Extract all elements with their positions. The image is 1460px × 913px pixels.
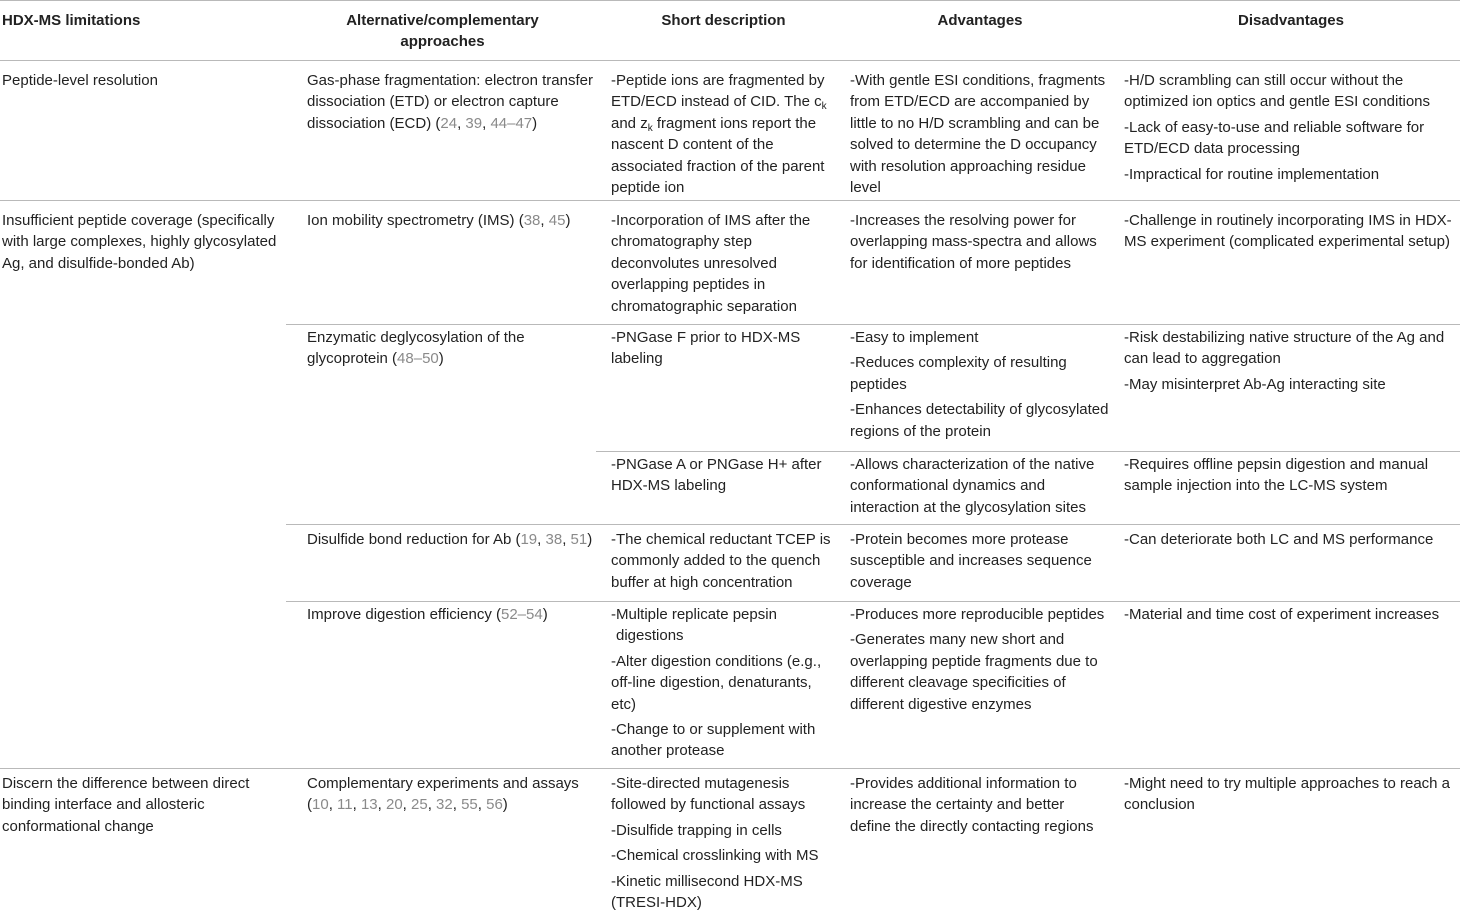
row6-approach-text: Improve digestion efficiency ( xyxy=(307,606,501,623)
row6-desc-line: digestions xyxy=(616,627,684,645)
row6-desc-line: etc) xyxy=(611,695,637,713)
row6-advantages xyxy=(850,604,1104,715)
row3-adv-line: -Easy to implement xyxy=(850,329,979,346)
row1-dis-line: -H/D scrambling can still occur without the xyxy=(1124,72,1404,89)
citation-link[interactable]: 10 xyxy=(312,796,329,814)
row6-desc-line: another protease xyxy=(611,742,725,760)
row4-adv-line: -Allows characterization of the native xyxy=(850,456,1095,473)
row7-dis-line: -Might need to try multiple approaches to reach a xyxy=(1124,775,1451,792)
row7-desc-line: followed by functional assays xyxy=(611,796,806,814)
row1-approach-line3: dissociation (ECD) (24, 39, 44–47) xyxy=(307,114,538,132)
row7-desc-line: -Site-directed mutagenesis xyxy=(611,775,790,792)
citation-link[interactable]: 38 xyxy=(523,212,541,229)
citation-link[interactable]: 39 xyxy=(465,114,483,132)
row6-adv-line: -Generates many new short and xyxy=(850,631,1065,649)
row1-approach-line1: Gas-phase fragmentation: electron transfer xyxy=(307,72,593,89)
row6-desc-line: off-line digestion, denaturants, xyxy=(611,674,812,692)
row3-approach-text: glycoprotein ( xyxy=(307,350,398,368)
row1-advantages xyxy=(850,70,1105,198)
citation-link[interactable]: 44–47 xyxy=(490,114,533,132)
row2-disadvantages xyxy=(1124,210,1452,253)
row1-desc-line: nascent D content of the xyxy=(611,136,774,154)
row5-adv-line: -Protein becomes more protease xyxy=(850,531,1069,548)
row1-desc-line: associated fraction of the parent xyxy=(611,157,825,175)
row2-approach-text: Ion mobility spectrometry (IMS) ( xyxy=(307,212,524,229)
row7-limitation-line: binding interface and allosteric xyxy=(2,796,205,814)
row5-desc-line: -The chemical reductant TCEP is xyxy=(611,531,831,548)
row2-desc-line: overlapping peptides in xyxy=(611,276,766,294)
row7-approach-refs: (10, 11, 13, 20, 25, 32, 55, 56) xyxy=(307,796,508,814)
row4-adv-line: interaction at the glycosylation sites xyxy=(850,498,1086,516)
row2-approach: Ion mobility spectrometry (IMS) (38, 45) xyxy=(307,212,571,229)
row6-dis-line: -Material and time cost of experiment increases xyxy=(1124,606,1440,623)
row5-approach: Disulfide bond reduction for Ab (19, 38, 51) xyxy=(307,531,593,548)
row5-desc-line: commonly added to the quench xyxy=(611,552,821,570)
citation-link[interactable]: 48–50 xyxy=(397,350,439,368)
row7-dis-line: conclusion xyxy=(1124,796,1195,814)
row1-desc-text: and z xyxy=(611,114,648,132)
row2-limitation-line: Ag, and disulfide-bonded Ab) xyxy=(2,254,195,272)
row1-disadvantages xyxy=(1124,70,1430,185)
row4-advantages xyxy=(850,454,1094,518)
row1-desc-line xyxy=(611,113,827,134)
row5-description xyxy=(611,529,831,593)
row5-advantages xyxy=(850,529,1092,593)
row6-disadvantages xyxy=(1124,604,1439,625)
row7-adv-line: increase the certainty and better xyxy=(850,796,1065,814)
row2-limitation-line: with large complexes, highly glycosylated xyxy=(2,233,277,251)
row3-desc-line: -PNGase F prior to HDX-MS xyxy=(611,329,801,346)
row5-disadvantages xyxy=(1124,529,1433,550)
row7-approach-line: Complementary experiments and assays xyxy=(307,775,579,792)
row1-adv-line: -With gentle ESI conditions, fragments xyxy=(850,72,1106,89)
sub-row-divider xyxy=(596,451,1460,452)
row4-adv-line: conformational dynamics and xyxy=(850,477,1046,495)
header-approaches-line2: approaches xyxy=(400,33,485,51)
row6-approach: Improve digestion efficiency (52–54) xyxy=(307,606,548,623)
row3-dis-line: can lead to aggregation xyxy=(1124,350,1281,368)
sub-row-divider xyxy=(286,524,1460,525)
citation-link[interactable]: 51 xyxy=(570,531,588,548)
row2-desc-line: -Incorporation of IMS after the xyxy=(611,212,811,229)
row2-limitation xyxy=(2,210,276,274)
row2-advantages xyxy=(850,210,1097,274)
row6-adv-line: different cleavage specificities of xyxy=(850,674,1066,692)
row7-advantages xyxy=(850,773,1093,837)
row5-dis-line: -Can deteriorate both LC and MS performance xyxy=(1124,531,1434,548)
citation-link[interactable]: 56 xyxy=(486,796,503,814)
citation-link[interactable]: 20 xyxy=(385,796,403,814)
row4-disadvantages xyxy=(1124,454,1428,497)
row1-adv-line: from ETD/ECD are accompanied by xyxy=(850,93,1090,111)
citation-link[interactable]: 25 xyxy=(411,796,428,814)
header-disadvantages: Disadvantages xyxy=(1238,12,1344,29)
row2-limitation-line: Insufficient peptide coverage (specifically xyxy=(2,212,275,229)
row6-desc-line: -Alter digestion conditions (e.g., xyxy=(611,652,822,670)
row5-adv-line: susceptible and increases sequence xyxy=(850,552,1092,570)
header-approaches-line1: Alternative/complementary xyxy=(346,12,539,29)
row3-approach xyxy=(307,327,525,370)
row7-limitation xyxy=(2,773,249,837)
row1-dis-line: -Impractical for routine implementation xyxy=(1124,165,1380,183)
row-divider xyxy=(0,200,1460,201)
row6-adv-line: -Produces more reproducible peptides xyxy=(850,606,1105,623)
header-short-description: Short description xyxy=(661,12,786,29)
row3-approach-line: Enzymatic deglycosylation of the xyxy=(307,329,525,346)
row3-desc-line: labeling xyxy=(611,350,663,368)
citation-link[interactable]: 11 xyxy=(337,796,353,814)
citation-link[interactable]: 45 xyxy=(548,212,566,229)
header-rule xyxy=(0,60,1460,61)
row7-disadvantages xyxy=(1124,773,1450,816)
header-limitations: HDX-MS limitations xyxy=(2,12,141,29)
row1-adv-line: with resolution approaching residue xyxy=(850,157,1086,175)
row6-adv-line: overlapping peptide fragments due to xyxy=(850,652,1098,670)
row1-adv-line: little to no H/D scrambling and can be xyxy=(850,114,1100,132)
row3-adv-line: regions of the protein xyxy=(850,422,991,440)
row2-dis-line: MS experiment (complicated experimental setup) xyxy=(1124,233,1450,251)
row4-dis-line: sample injection into the LC-MS system xyxy=(1124,477,1388,495)
table-top-rule xyxy=(0,0,1460,1)
row2-adv-line: for identification of more peptides xyxy=(850,254,1071,272)
row5-desc-line: buffer at high concentration xyxy=(611,573,793,591)
row1-approach xyxy=(307,70,593,134)
citation-link[interactable]: 38 xyxy=(545,531,563,548)
citation-link[interactable]: 13 xyxy=(360,796,378,814)
row1-adv-line: solved to determine the D occupancy xyxy=(850,136,1097,154)
row7-adv-line: -Provides additional information to xyxy=(850,775,1077,792)
row5-adv-line: coverage xyxy=(850,573,912,591)
row2-adv-line: overlapping mass-spectra and allows xyxy=(850,233,1097,251)
row2-description xyxy=(611,210,810,317)
row1-limitation: Peptide-level resolution xyxy=(2,72,158,89)
row1-dis-line: optimized ion optics and gentle ESI conditions xyxy=(1124,93,1431,111)
row2-dis-line: -Challenge in routinely incorporating IMS in HDX- xyxy=(1124,212,1452,229)
sub-row-divider xyxy=(286,601,1460,602)
row3-approach-line: glycoprotein (48–50) xyxy=(307,350,444,368)
row4-desc-line: HDX-MS labeling xyxy=(611,477,727,495)
row7-approach xyxy=(307,773,579,816)
header-approaches xyxy=(305,10,580,53)
row1-description xyxy=(611,70,827,198)
row3-description xyxy=(611,327,800,370)
row7-desc-line: -Disulfide trapping in cells xyxy=(611,821,782,839)
row-divider xyxy=(0,768,1460,769)
row1-desc-text: fragment ions report the xyxy=(652,114,817,132)
citation-link[interactable]: 19 xyxy=(520,531,538,548)
row3-dis-line: -Risk destabilizing native structure of the Ag and xyxy=(1124,329,1445,346)
row2-desc-line: chromatography step xyxy=(611,233,752,251)
row3-dis-line: -May misinterpret Ab-Ag interacting site xyxy=(1124,375,1386,393)
row7-description xyxy=(611,773,819,913)
citation-link[interactable]: 52–54 xyxy=(500,606,543,623)
row7-limitation-line: conformational change xyxy=(2,817,154,835)
header-advantages: Advantages xyxy=(937,12,1023,29)
row6-desc-line: -Multiple replicate pepsin xyxy=(611,606,777,623)
row7-desc-line: -Chemical crosslinking with MS xyxy=(611,847,819,865)
subscript-k: k xyxy=(647,122,653,134)
row3-advantages xyxy=(850,327,1108,442)
row6-desc-line: -Change to or supplement with xyxy=(611,721,816,739)
row3-adv-line: -Enhances detectability of glycosylated xyxy=(850,401,1109,419)
row3-adv-line: -Reduces complexity of resulting xyxy=(850,354,1067,372)
row1-desc-text: ETD/ECD instead of CID. The c xyxy=(611,93,822,111)
row2-desc-line: deconvolutes unresolved xyxy=(611,254,777,272)
row1-desc-line: -Peptide ions are fragmented by xyxy=(611,72,825,89)
citation-link[interactable]: 24 xyxy=(440,114,458,132)
row1-desc-line xyxy=(611,91,827,112)
row1-adv-line: level xyxy=(850,179,881,197)
row6-description xyxy=(611,604,821,762)
row2-desc-line: chromatographic separation xyxy=(611,297,797,315)
row4-desc-line: -PNGase A or PNGase H+ after xyxy=(611,456,822,473)
row6-adv-line: different digestive enzymes xyxy=(850,695,1032,713)
subscript-k: k xyxy=(821,101,827,113)
row3-adv-line: peptides xyxy=(850,375,907,393)
row7-limitation-line: Discern the difference between direct xyxy=(2,775,250,792)
row7-desc-line: (TRESI-HDX) xyxy=(611,894,702,912)
citation-link[interactable]: 32 xyxy=(436,796,453,814)
row1-desc-line: peptide ion xyxy=(611,179,685,197)
row7-adv-line: define the directly contacting regions xyxy=(850,817,1094,835)
row1-approach-line2: dissociation (ETD) or electron capture xyxy=(307,93,559,111)
row5-approach-text: Disulfide bond reduction for Ab ( xyxy=(307,531,521,548)
row4-description xyxy=(611,454,822,497)
row1-dis-line: ETD/ECD data processing xyxy=(1124,140,1300,158)
row1-approach-text: dissociation (ECD) ( xyxy=(307,114,441,132)
row1-dis-line: -Lack of easy-to-use and reliable software for xyxy=(1124,118,1425,136)
sub-row-divider xyxy=(286,324,1460,325)
citation-link[interactable]: 55 xyxy=(461,796,478,814)
row3-disadvantages xyxy=(1124,327,1444,395)
row7-desc-line: -Kinetic millisecond HDX-MS xyxy=(611,872,803,890)
row4-dis-line: -Requires offline pepsin digestion and manual xyxy=(1124,456,1429,473)
row2-adv-line: -Increases the resolving power for xyxy=(850,212,1076,229)
